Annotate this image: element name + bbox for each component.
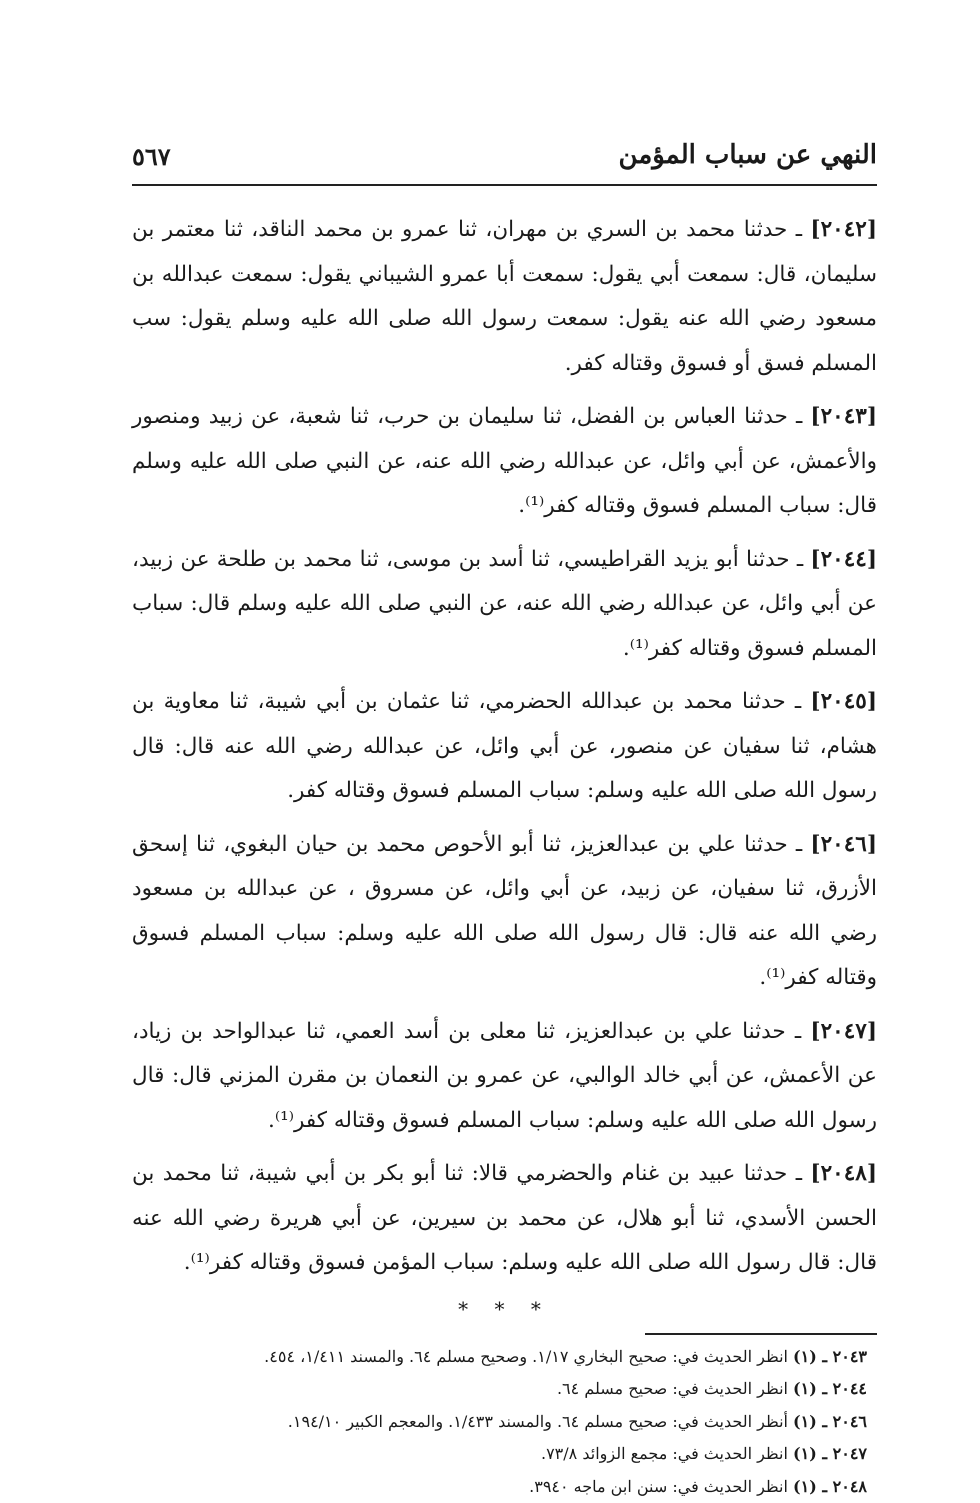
hadith-number: [٢٠٤٦] (810, 832, 877, 857)
footnote-2047 (132, 1438, 867, 1471)
page-number: ٥٦٧ (132, 142, 171, 171)
hadith-2046 (132, 823, 877, 1010)
hadith-2043 (132, 395, 877, 538)
footnote-ref: ٢٠٤٧ ـ (١) (793, 1444, 867, 1463)
footnote-divider (645, 1333, 877, 1335)
running-title: النهي عن سباب المؤمن (619, 140, 877, 170)
footnote-ref: ٢٠٤٦ ـ (١) (793, 1412, 867, 1431)
hadith-2044 (132, 538, 877, 681)
footnote-text: أنظر الحديث في: صحيح مسلم ٦٤. والمسند ١/٤٣٣. والمعجم الكبير ١٩٤/١٠. (288, 1412, 793, 1431)
hadith-text: ـ حدثنا عبيد بن غنام والحضرمي قالا: ثنا أبو بكر بن أبي شيبة، ثنا محمد بن الحسن الأسدي، ثنا أبو هلال، عن محمد بن سيرين، عن أبي هريرة رضي الله عنه قال: قال رسول الله صلى الله عليه وسلم: سباب المؤمن فسوق وقتاله كفر⁽¹⁾. (132, 1161, 877, 1275)
footnote-ref: ٢٠٤٤ ـ (١) (793, 1379, 867, 1398)
hadith-text: ـ حدثنا محمد بن عبدالله الحضرمي، ثنا عثمان بن أبي شيبة، ثنا معاوية بن هشام، ثنا سفيان عن منصور، عن أبي وائل، عن عبدالله رضي الله عنه قال: قال رسول الله صلى الله عليه وسلم: سباب المسلم فسوق وقتاله كفر. (132, 689, 877, 803)
footnote-2043 (132, 1341, 867, 1374)
footnotes (132, 1341, 877, 1503)
footnote-text: انظر الحديث في: صحيح البخاري ١/١٧. وصحيح مسلم ٦٤. والمسند ١/٤١١، ٤٥٤. (264, 1347, 793, 1366)
hadith-number: [٢٠٤٢] (810, 217, 877, 242)
page-body (132, 208, 877, 1503)
footnote-2044 (132, 1373, 867, 1406)
hadith-2042 (132, 208, 877, 395)
footnote-ref: ٢٠٤٨ ـ (١) (793, 1477, 867, 1496)
hadith-number: [٢٠٤٣] (810, 404, 877, 429)
hadith-number: [٢٠٤٨] (810, 1161, 877, 1186)
footnote-text: انظر الحديث في: سنن ابن ماجه ٣٩٤٠. (529, 1477, 793, 1496)
hadith-2047 (132, 1010, 877, 1153)
footnote-text: انظر الحديث في: مجمع الزوائد ٧٣/٨. (541, 1444, 793, 1463)
hadith-2045 (132, 680, 877, 823)
hadith-number: [٢٠٤٤] (810, 547, 877, 572)
hadith-text: ـ حدثنا العباس بن الفضل، ثنا سليمان بن حرب، ثنا شعبة، عن زبيد ومنصور والأعمش، عن أبي وائل، عن عبدالله رضي الله عنه، عن النبي صلى الله عليه وسلم قال: سباب المسلم فسوق وقتاله كفر⁽¹⁾. (132, 404, 877, 518)
hadith-number: [٢٠٤٥] (810, 689, 877, 714)
hadith-text: ـ حدثنا محمد بن السري بن مهران، ثنا عمرو بن محمد الناقد، ثنا معتمر بن سليمان، قال: سمعت أبي يقول: سمعت أبا عمرو الشيباني يقول: سمعت عبدالله بن مسعود رضي الله عنه يقول: سمعت رسول الله صلى الله عليه وسلم يقول: سب المسلم فسق أو فسوق وقتاله كفر. (132, 217, 877, 376)
hadith-2048 (132, 1152, 877, 1295)
section-separator: * * * (132, 1297, 877, 1323)
page-header (132, 138, 877, 186)
hadith-text: ـ حدثنا علي بن عبدالعزيز، ثنا أبو الأحوص محمد بن حيان البغوي، ثنا إسحق الأزرق، ثنا سفيان، عن زبيد، عن أبي وائل، عن مسروق ، عن عبدالله بن مسعود رضي الله عنه قال: قال رسول الله صلى الله عليه وسلم: سباب المسلم فسوق وقتاله كفر⁽¹⁾. (132, 832, 877, 991)
footnote-ref: ٢٠٤٣ ـ (١) (793, 1347, 867, 1366)
hadith-text: ـ حدثنا علي بن عبدالعزيز، ثنا معلى بن أسد العمي، ثنا عبدالواحد بن زياد، عن الأعمش، عن أبي خالد الوالبي، عن عمرو بن النعمان بن مقرن المزني قال: قال رسول الله صلى الله عليه وسلم: سباب المسلم فسوق وقتاله كفر⁽¹⁾. (132, 1019, 877, 1133)
footnote-2048 (132, 1471, 867, 1503)
hadith-number: [٢٠٤٧] (810, 1019, 877, 1044)
footnote-2046 (132, 1406, 867, 1439)
hadith-text: ـ حدثنا أبو يزيد القراطيسي، ثنا أسد بن موسى، ثنا محمد بن طلحة عن زبيد، عن أبي وائل، عن عبدالله رضي الله عنه، عن النبي صلى الله عليه وسلم قال: سباب المسلم فسوق وقتاله كفر⁽¹⁾. (132, 547, 877, 661)
footnote-text: انظر الحديث في: صحيح مسلم ٦٤. (557, 1379, 793, 1398)
